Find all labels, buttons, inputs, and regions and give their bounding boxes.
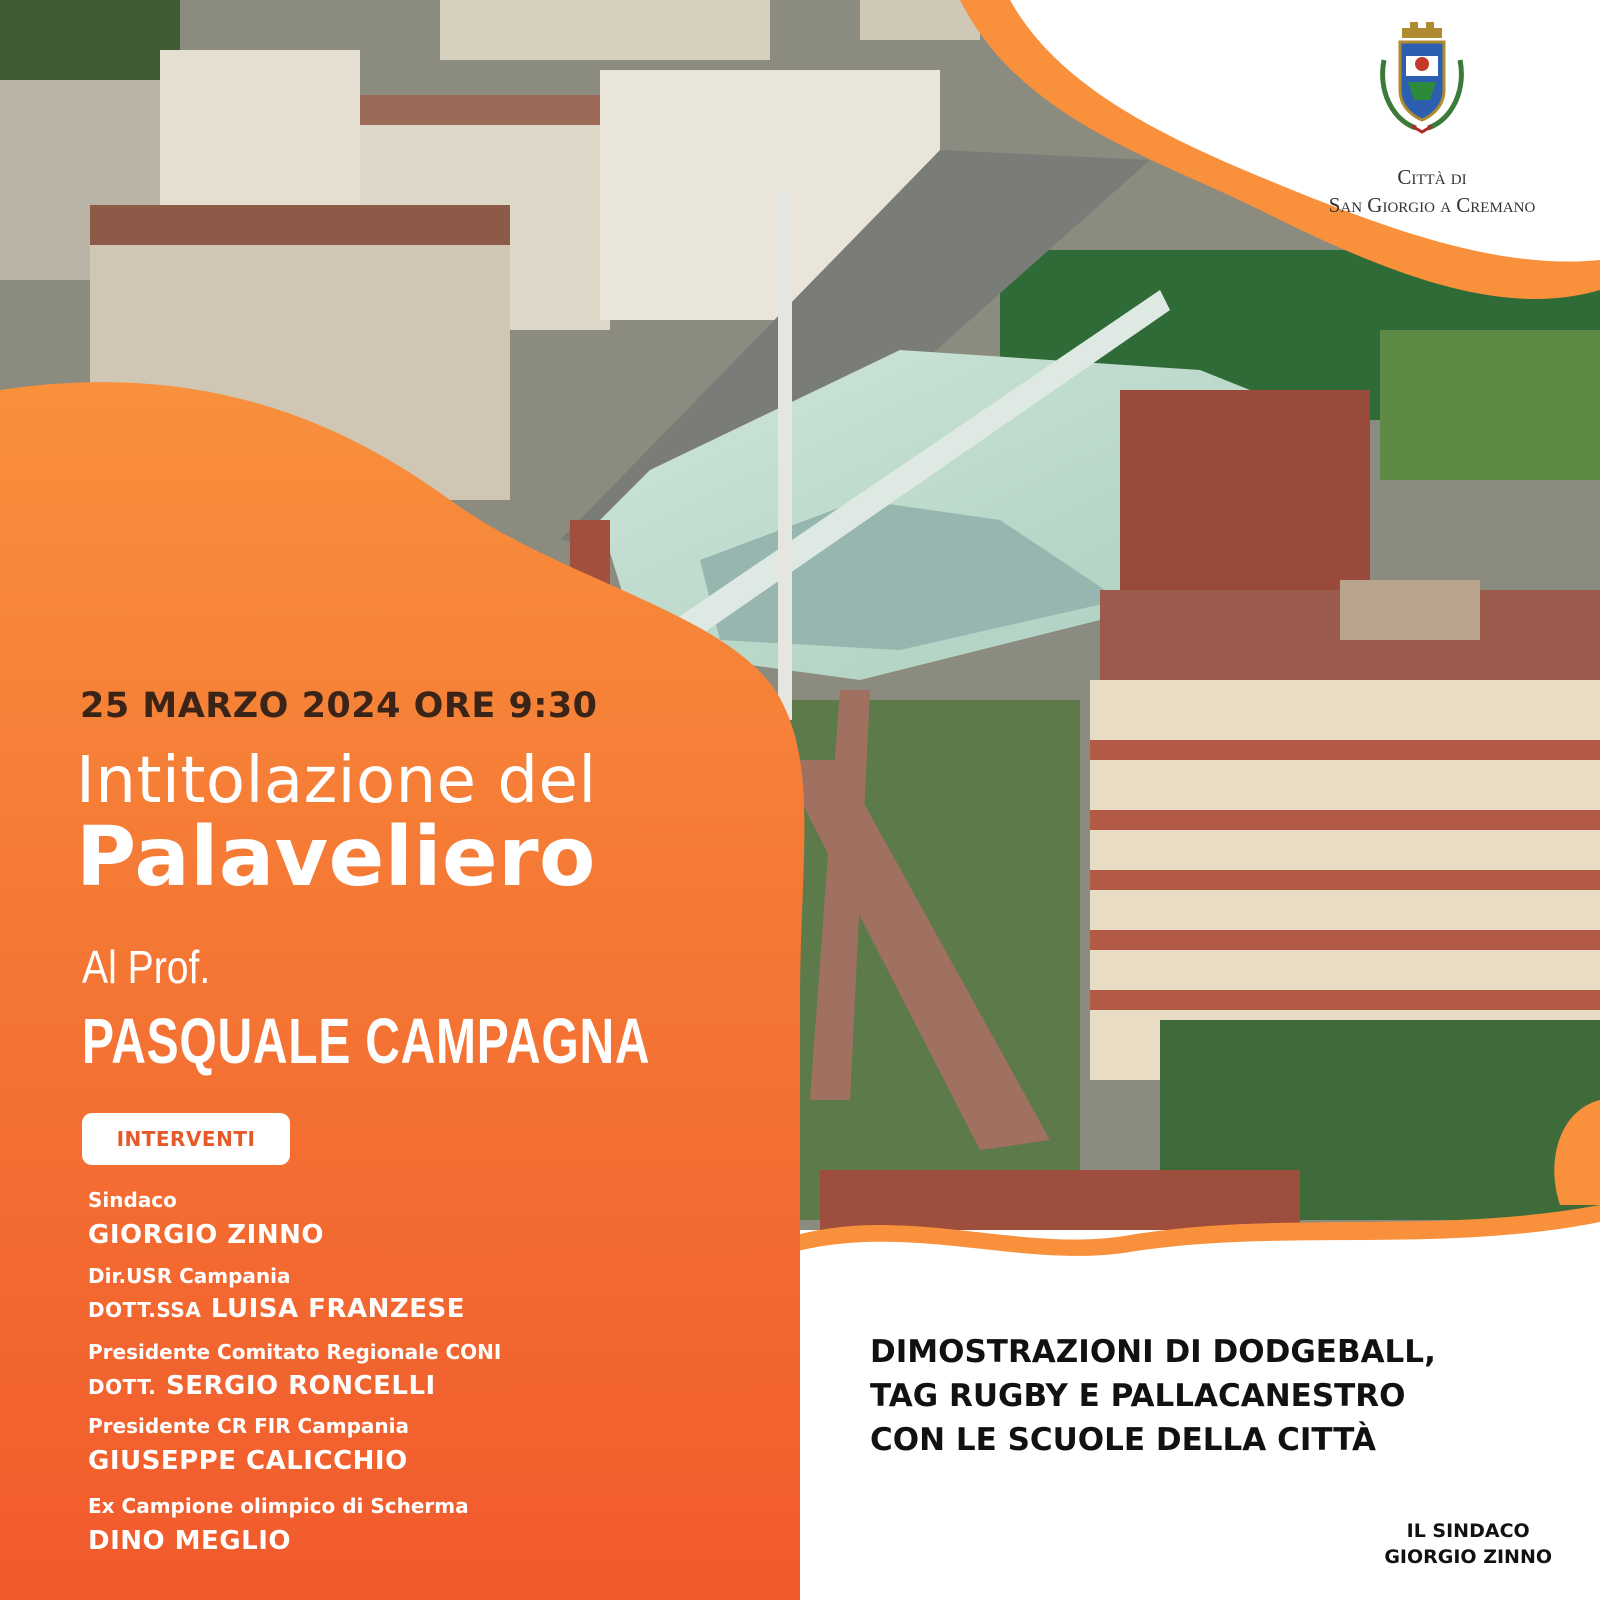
city-line-2: San Giorgio a Cremano (1328, 193, 1536, 217)
demonstrations-line-1: DIMOSTRAZIONI DI DODGEBALL, (870, 1334, 1436, 1370)
speaker-name-text: LUISA FRANZESE (210, 1294, 465, 1324)
speaker-role: Presidente CR FIR Campania (88, 1414, 409, 1438)
speaker-role: Sindaco (88, 1188, 177, 1212)
signature-name: GIORGIO ZINNO (1384, 1546, 1552, 1568)
speaker-title-prefix: DOTT.SSA (88, 1298, 202, 1322)
event-title-line-2: Palaveliero (76, 810, 596, 905)
demonstrations-line-3: CON LE SCUOLE DELLA CITTÀ (870, 1422, 1376, 1458)
speaker-name-text: DINO MEGLIO (88, 1526, 291, 1556)
speaker-name-text: GIORGIO ZINNO (88, 1220, 324, 1250)
speaker-title-prefix: DOTT. (88, 1375, 157, 1399)
event-title-line-1: Intitolazione del (76, 744, 597, 818)
demonstrations-line-2: TAG RUGBY E PALLACANESTRO (870, 1378, 1406, 1414)
signature (1384, 1518, 1552, 1570)
demonstrations-text (870, 1330, 1570, 1462)
coat-of-arms-icon (1372, 20, 1472, 140)
signature-title: IL SINDACO (1406, 1520, 1530, 1542)
speaker-role: Presidente Comitato Regionale CONI (88, 1340, 502, 1364)
speaker-name-text: GIUSEPPE CALICCHIO (88, 1446, 408, 1476)
city-line-1: Città di (1397, 165, 1467, 189)
honoree-prefix: Al Prof. (82, 941, 211, 993)
speaker-name (88, 1526, 291, 1556)
speaker-name (88, 1294, 465, 1324)
speaker-role: Dir.USR Campania (88, 1264, 291, 1288)
speaker-name (88, 1371, 436, 1401)
speaker-role: Ex Campione olimpico di Scherma (88, 1494, 469, 1518)
speaker-name (88, 1446, 408, 1476)
speaker-name (88, 1220, 324, 1250)
honoree-name: PASQUALE CAMPAGNA (82, 1005, 651, 1077)
speaker-name-text: SERGIO RONCELLI (165, 1371, 436, 1401)
city-name (1262, 163, 1600, 219)
interventi-badge: INTERVENTI (82, 1113, 290, 1165)
event-date: 25 MARZO 2024 ORE 9:30 (80, 686, 598, 726)
